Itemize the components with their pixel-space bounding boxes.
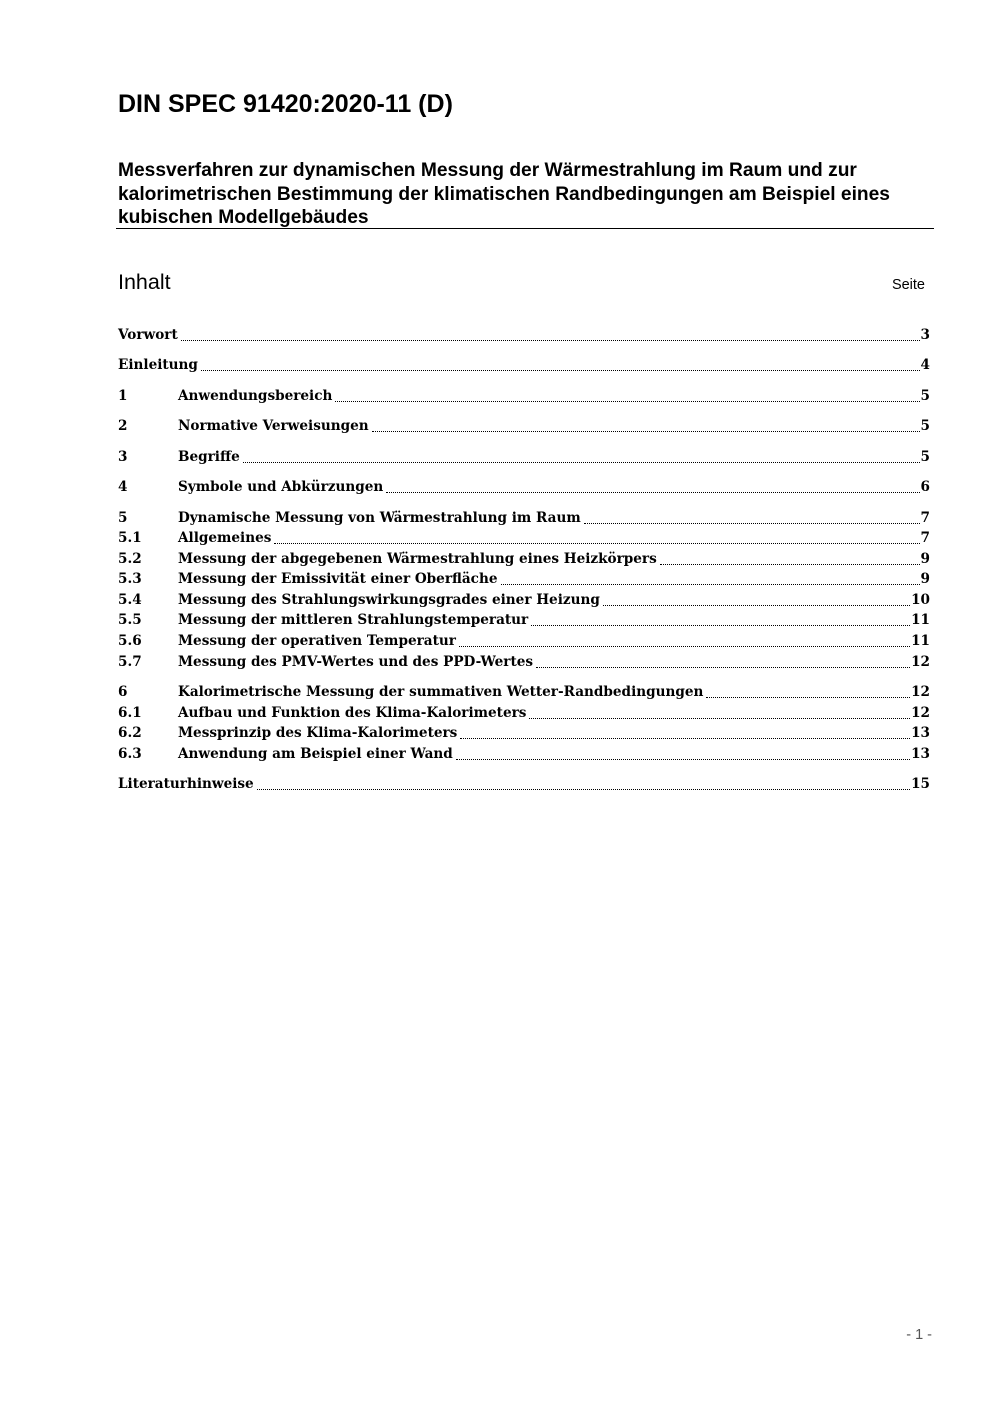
toc-entry[interactable] — [118, 325, 930, 345]
toc-entry-page: 15 — [911, 776, 930, 792]
toc-entry-title: Einleitung — [118, 357, 198, 373]
toc-entry-page: 6 — [920, 479, 930, 495]
toc-entry[interactable] — [118, 744, 930, 764]
toc-entry-page: 9 — [920, 551, 930, 567]
toc-entry-number: 6.1 — [118, 705, 142, 721]
toc-entry[interactable] — [118, 652, 930, 672]
toc-entry[interactable] — [118, 610, 930, 630]
toc-entry-title: Vorwort — [118, 327, 178, 343]
toc-entry-page: 5 — [920, 388, 930, 404]
toc-entry-page: 9 — [920, 571, 930, 587]
toc-entry-title: Messung der Emissivität einer Oberfläche — [178, 571, 498, 587]
document-title — [118, 159, 934, 230]
toc-entry-page: 3 — [920, 327, 930, 343]
toc-entry-page: 4 — [920, 357, 930, 373]
toc-dot-leader — [603, 604, 910, 606]
toc-entry-number: 6.2 — [118, 725, 142, 741]
document-id: DIN SPEC 91420:2020-11 (D) — [118, 90, 453, 118]
toc-entry[interactable] — [118, 477, 930, 497]
toc-entry-number: 4 — [118, 479, 128, 495]
toc-dot-leader — [181, 339, 920, 341]
toc-entry-title: Anwendung am Beispiel einer Wand — [178, 746, 453, 762]
toc-entry-page: 12 — [911, 705, 930, 721]
toc-dot-leader — [460, 737, 910, 739]
toc-entry-number: 5.5 — [118, 612, 142, 628]
document-title-line: kubischen Modellgebäudes — [118, 207, 369, 228]
toc-entry-title: Messung des PMV-Wertes und des PPD-Wertes — [178, 654, 534, 670]
toc-dot-leader — [243, 461, 920, 463]
toc-entry-number: 6.3 — [118, 746, 142, 762]
page-number: - 1 - — [906, 1327, 932, 1343]
toc-entry-title: Normative Verweisungen — [178, 418, 369, 434]
toc-entry-title: Messung der operativen Temperatur — [178, 633, 456, 649]
toc-entry[interactable] — [118, 774, 930, 794]
toc-page-column-label: Seite — [891, 277, 925, 293]
toc-entry-number: 6 — [118, 684, 128, 700]
title-divider — [116, 228, 934, 229]
document-title-line: Messverfahren zur dynamischen Messung der Wärmestrahlung im Raum und zur — [118, 160, 857, 181]
toc-entry[interactable] — [118, 447, 930, 467]
toc-entry[interactable] — [118, 416, 930, 436]
toc-dot-leader — [459, 645, 910, 647]
toc-entry-number: 1 — [118, 388, 128, 404]
toc-entry-title: Messung der abgegebenen Wärmestrahlung eines Heizkörpers — [178, 551, 657, 567]
toc-entry[interactable] — [118, 703, 930, 723]
toc-dot-leader — [584, 522, 920, 524]
toc-entry-page: 12 — [911, 684, 930, 700]
toc-dot-leader — [660, 563, 920, 565]
toc-dot-leader — [372, 430, 920, 432]
toc-entry[interactable] — [118, 682, 930, 702]
toc-entry-page: 12 — [911, 654, 930, 670]
toc-entry-page: 5 — [920, 418, 930, 434]
toc-entry-page: 7 — [920, 530, 930, 546]
document-title-line: kalorimetrischen Bestimmung der klimatischen Randbedingungen am Beispiel eines — [118, 183, 890, 205]
toc-entry-title: Literaturhinweise — [118, 776, 254, 792]
toc-entry-number: 3 — [118, 449, 128, 465]
toc-entry[interactable] — [118, 528, 930, 548]
toc-dot-leader — [335, 400, 919, 402]
toc-heading: Inhalt — [118, 270, 171, 294]
toc-dot-leader — [257, 788, 910, 790]
toc-dot-leader — [529, 717, 910, 719]
toc-entry-number: 5.1 — [118, 530, 142, 546]
toc-dot-leader — [536, 666, 910, 668]
toc-entry-number: 5.7 — [118, 654, 142, 670]
toc-dot-leader — [386, 491, 919, 493]
toc-dot-leader — [456, 758, 910, 760]
toc-dot-leader — [201, 369, 920, 371]
toc-entry-number: 5.3 — [118, 571, 142, 587]
toc-dot-leader — [501, 583, 920, 585]
toc-dot-leader — [274, 542, 919, 544]
toc-entry[interactable] — [118, 590, 930, 610]
toc-entry-page: 13 — [911, 725, 930, 741]
toc-entry[interactable] — [118, 569, 930, 589]
toc-entry-title: Begriffe — [178, 449, 240, 465]
toc-entry-number: 5.4 — [118, 592, 142, 608]
toc-entry-page: 7 — [920, 510, 930, 526]
toc-entry[interactable] — [118, 508, 930, 528]
toc-entry-title: Messprinzip des Klima-Kalorimeters — [178, 725, 458, 741]
toc-entry[interactable] — [118, 355, 930, 375]
toc-entry[interactable] — [118, 549, 930, 569]
toc-entry-title: Messung der mittleren Strahlungstemperatur — [178, 612, 529, 628]
toc-entry-title: Dynamische Messung von Wärmestrahlung im Raum — [178, 510, 581, 526]
toc-entry[interactable] — [118, 631, 930, 651]
toc-entry-title: Kalorimetrische Messung der summativen Wetter-Randbedingungen — [178, 684, 704, 700]
toc-entry-page: 5 — [920, 449, 930, 465]
toc-entry-title: Messung des Strahlungswirkungsgrades einer Heizung — [178, 592, 600, 608]
toc-entry-number: 5.2 — [118, 551, 142, 567]
toc-entry-title: Symbole und Abkürzungen — [178, 479, 384, 495]
toc-entry-title: Allgemeines — [178, 530, 272, 546]
toc-dot-leader — [531, 624, 910, 626]
toc-entry-page: 11 — [911, 612, 930, 628]
toc-entry-page: 10 — [911, 592, 930, 608]
toc-entry-number: 5.6 — [118, 633, 142, 649]
toc-entry[interactable] — [118, 386, 930, 406]
toc-entry-title: Anwendungsbereich — [178, 388, 333, 404]
toc-entry-page: 13 — [911, 746, 930, 762]
toc-entry-number: 5 — [118, 510, 128, 526]
toc-entry-number: 2 — [118, 418, 128, 434]
toc-dot-leader — [706, 696, 910, 698]
toc-entry-page: 11 — [911, 633, 930, 649]
toc-entry[interactable] — [118, 723, 930, 743]
toc-entry-title: Aufbau und Funktion des Klima-Kalorimeters — [178, 705, 527, 721]
